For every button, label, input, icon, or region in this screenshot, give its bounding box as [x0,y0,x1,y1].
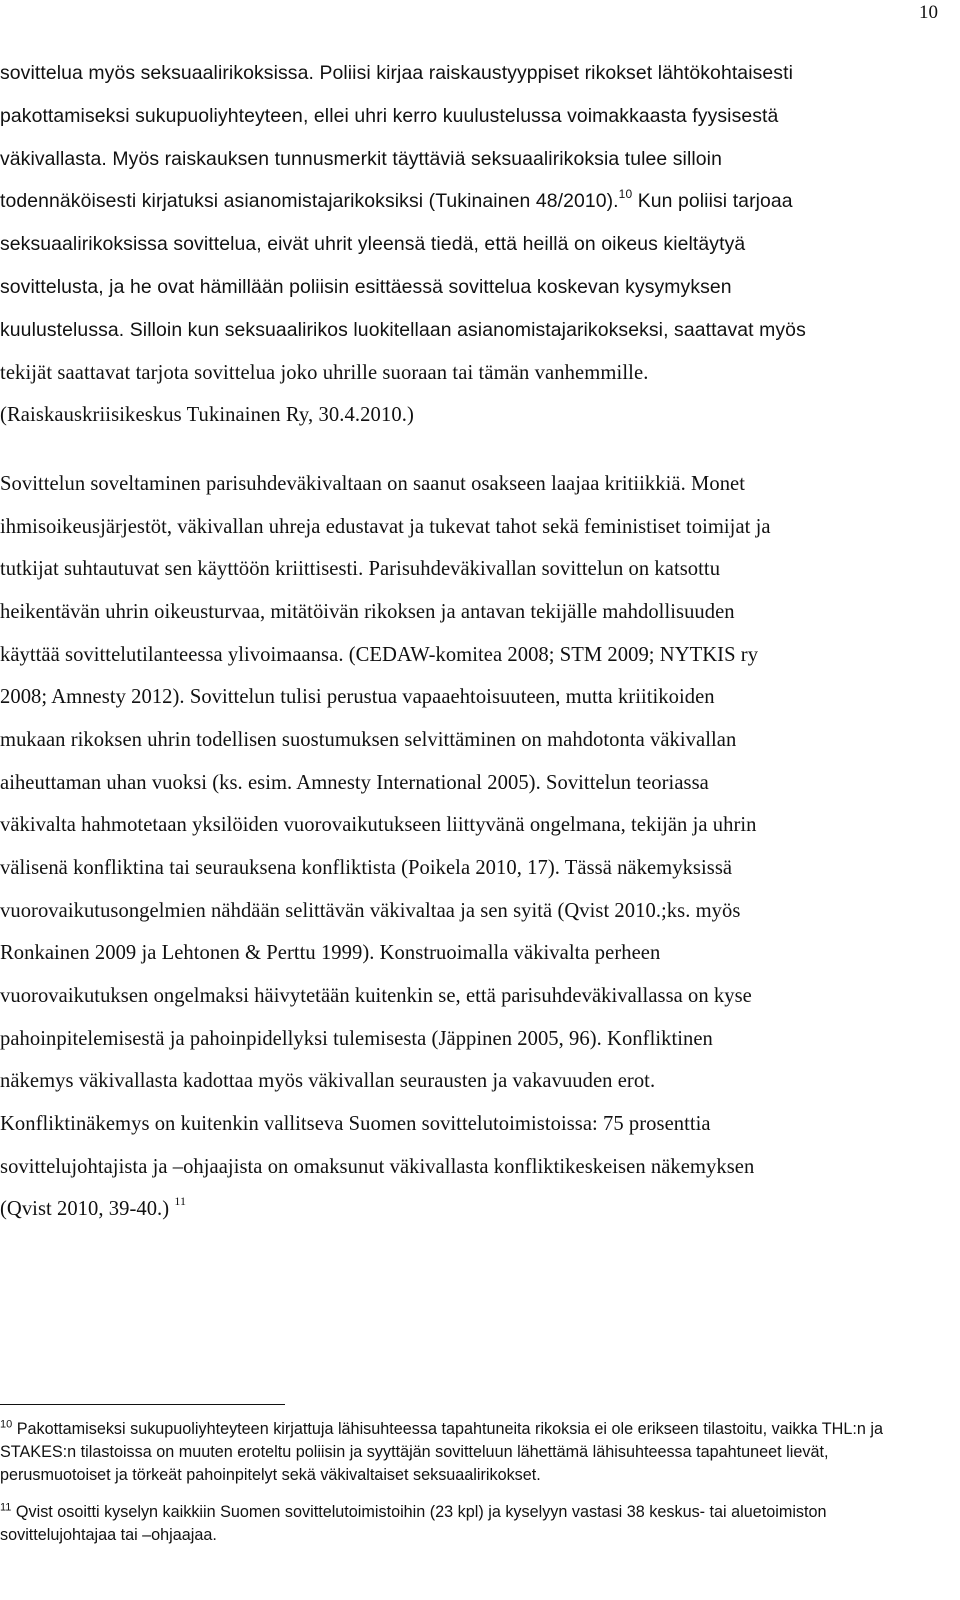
text-line: pahoinpitelemisestä ja pahoinpidellyksi tulemisesta (Jäppinen 2005, 96). Konfliktinen [0,1027,713,1050]
footnote-ref-11: 11 [174,1194,187,1209]
footnote-10 [0,1418,940,1487]
text-line: käyttää sovittelutilanteessa ylivoimaansa. (CEDAW-komitea 2008; STM 2009; NYTKIS ry [0,643,759,666]
page-number: 10 [919,2,938,23]
text-line: sovittelusta, ja he ovat hämillään poliisin esittäessä sovittelua koskevan kysymyksen [0,275,732,298]
text-line: sovittelujohtajista ja –ohjaajista on omaksunut väkivallasta konfliktikeskeisen näkemyksen [0,1155,755,1178]
text-line: heikentävän uhrin oikeusturvaa, mitätöivän rikoksen ja antavan tekijälle mahdollisuuden [0,600,735,623]
footnote-text: Pakottamiseksi sukupuoliyhteyteen kirjattuja lähisuhteessa tapahtuneita rikoksia ei ole erikseen tilastoitu, vaikka THL:n ja STAKES:n tilastoissa on muuten eroteltu poliisin ja syyttäjän sovitteluun lähettämä lähisuhteessa tapahtuneet lievät, perusmuotoiset ja törkeät pahoinpitelyt sekä väkivaltaiset seksuaalirikokset. [0,1420,883,1484]
text-line: seksuaalirikoksissa sovittelua, eivät uhrit yleensä tiedä, että heillä on oikeus kieltäytyä [0,233,746,256]
text-segment: Kun poliisi tarjoaa [632,190,793,213]
paragraph-1 [0,52,932,437]
text-line: näkemys väkivallasta kadottaa myös väkivallan seurausten ja vakavuuden erot. [0,1070,656,1093]
text-segment: todennäköisesti kirjatuksi asianomistajarikoksiksi (Tukinainen 48/2010). [0,190,619,213]
text-line: Ronkainen 2009 ja Lehtonen & Perttu 1999). Konstruoimalla väkivalta perheen [0,942,661,965]
footnote-11 [0,1501,940,1547]
text-line: pakottamiseksi sukupuoliyhteyteen, ellei uhri kerro kuulustelussa voimakkaasta fyysisestä [0,104,779,127]
text-line-with-footnote [0,1188,932,1231]
footnote-ref-10: 10 [618,186,633,201]
text-segment: (Qvist 2010, 39-40.) [0,1198,170,1221]
text-line: väkivallasta. Myös raiskauksen tunnusmerkit täyttäviä seksuaalirikoksia tulee silloin [0,147,722,170]
footnote-number: 11 [0,1501,12,1514]
text-line: kuulustelussa. Silloin kun seksuaalirikos luokitellaan asianomistajarikokseksi, saattavat myös [0,318,806,341]
text-line: Sovittelun soveltaminen parisuhdeväkivaltaan on saanut osakseen laajaa kritiikkiä. Monet [0,473,745,495]
text-line: tutkijat suhtautuvat sen käyttöön kriittisesti. Parisuhdeväkivallan sovittelun on katsottu [0,558,721,581]
paragraph-2 [0,463,932,1231]
text-line: välisenä konfliktina tai seurauksena konfliktista (Poikela 2010, 17). Tässä näkemyksissä [0,856,733,879]
text-line: vuorovaikutuksen ongelmaksi häivytetään kuitenkin se, että parisuhdeväkivallassa on kyse [0,984,752,1007]
text-line: väkivalta hahmotetaan yksilöiden vuorovaikutukseen liittyvänä ongelmana, tekijän ja uhrin [0,814,757,837]
text-line: vuorovaikutusongelmien nähdään selittävän väkivaltaa ja sen syitä (Qvist 2010.;ks. myös [0,899,741,922]
text-line: Konfliktinäkemys on kuitenkin vallitseva Suomen sovittelutoimistoissa: 75 prosenttia [0,1112,711,1135]
citation: (Raiskauskriisikeskus Tukinainen Ry, 30.4.2010.) [0,404,414,427]
text-line-with-footnote [0,180,932,223]
footnote-divider [0,1404,285,1405]
text-line: tekijät saattavat tarjota sovittelua joko uhrille suoraan tai tämän vanhemmille. [0,361,649,384]
text-line: ihmisoikeusjärjestöt, väkivallan uhreja edustavat ja tukevat tahot sekä feministiset toimijat ja [0,515,771,538]
text-line: aiheuttaman uhan vuoksi (ks. esim. Amnesty International 2005). Sovittelun teoriassa [0,771,709,794]
text-line: mukaan rikoksen uhrin todellisen suostumuksen selvittäminen on mahdotonta väkivallan [0,728,737,751]
text-line: 2008; Amnesty 2012). Sovittelun tulisi perustua vapaaehtoisuuteen, mutta kriitikoiden [0,686,715,709]
text-line: sovittelua myös seksuaalirikoksissa. Poliisi kirjaa raiskaustyyppiset rikokset lähtökohtaisesti [0,62,793,84]
footnote-number: 10 [0,1418,13,1431]
footnote-text: Qvist osoitti kyselyn kaikkiin Suomen sovittelutoimistoihin (23 kpl) ja kyselyyn vastasi 38 keskus- tai aluetoimiston sovittelujohtajaa tai –ohjaajaa. [0,1503,827,1544]
footnotes [0,1418,940,1561]
